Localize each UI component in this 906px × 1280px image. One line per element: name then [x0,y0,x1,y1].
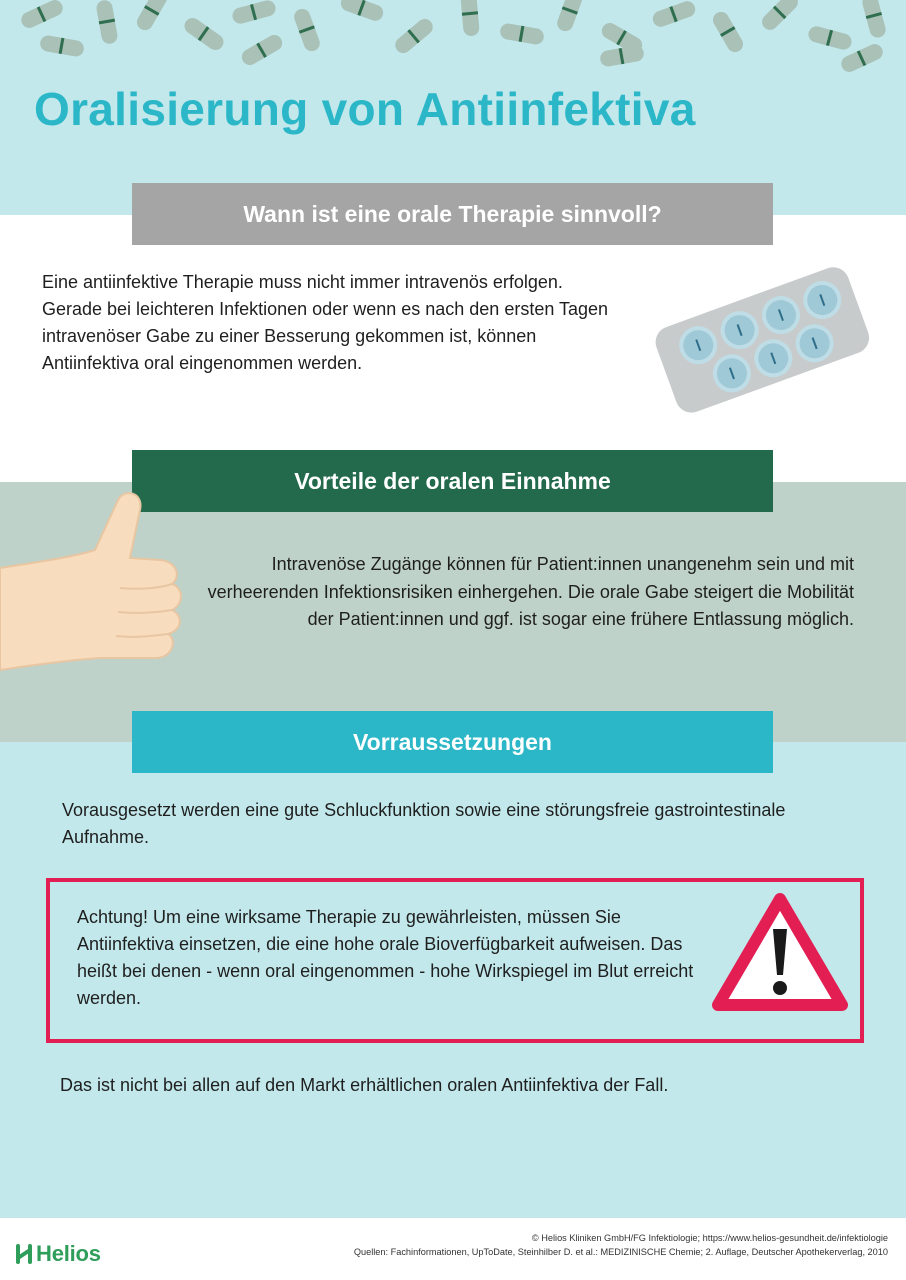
sources-line: Quellen: Fachinformationen, UpToDate, Steinhilber D. et al.: MEDIZINISCHE Chemie; 2. Auflage, Deutscher Apothekerverlag, 2010 [353,1247,888,1257]
oral-therapy-text: Eine antiinfektive Therapie muss nicht immer intravenös erfolgen. Gerade bei leichteren Infektionen oder wenn es nach den ersten Tagen intravenöser Gabe zu einer Besserung gekommen ist, können Antiinfektiva oral eingenommen werden. [42,272,609,373]
warning-text: Achtung! Um eine wirksame Therapie zu gewährleisten, müssen Sie Antiinfektiva einsetzen, die eine hohe orale Bioverfügbarkeit aufweisen. Das heißt bei denen - wenn oral eingenommen - hohe Wirkspiegel im Blut erreicht werden. [77,907,694,1008]
warning-triangle-icon [712,893,848,1011]
advantages-text: Intravenöse Zugänge können für Patient:innen unangenehm sein und mit verheerenden Infektionsrisiken einhergehen. Die orale Gabe steigert die Mobilität der Patient:innen und ggf. ist sogar eine frühere Entlassung möglich. [207,554,854,629]
page-title: Oralisierung von Antiinfektiva [34,83,696,135]
requirements-text: Vorausgesetzt werden eine gute Schluckfunktion sowie eine störungsfreie gastrointestinale Aufnahme. [62,800,786,847]
logo-text: Helios [36,1241,101,1266]
copyright-line: © Helios Kliniken GmbH/FG Infektiologie; https://www.helios-gesundheit.de/infektiologie [531,1233,888,1243]
credits [354,1231,888,1259]
helios-logo [16,1241,101,1267]
section-heading-oral-therapy: Wann ist eine orale Therapie sinnvoll? [132,183,773,245]
blister-pack-icon [648,265,876,413]
section-heading-advantages: Vorteile der oralen Einnahme [132,450,773,512]
thumbs-up-icon [0,488,186,678]
availability-note: Das ist nicht bei allen auf den Markt erhältlichen oralen Antiinfektiva der Fall. [60,1075,669,1095]
helios-logo-icon [16,1242,32,1266]
section-heading-requirements: Vorraussetzungen [132,711,773,773]
